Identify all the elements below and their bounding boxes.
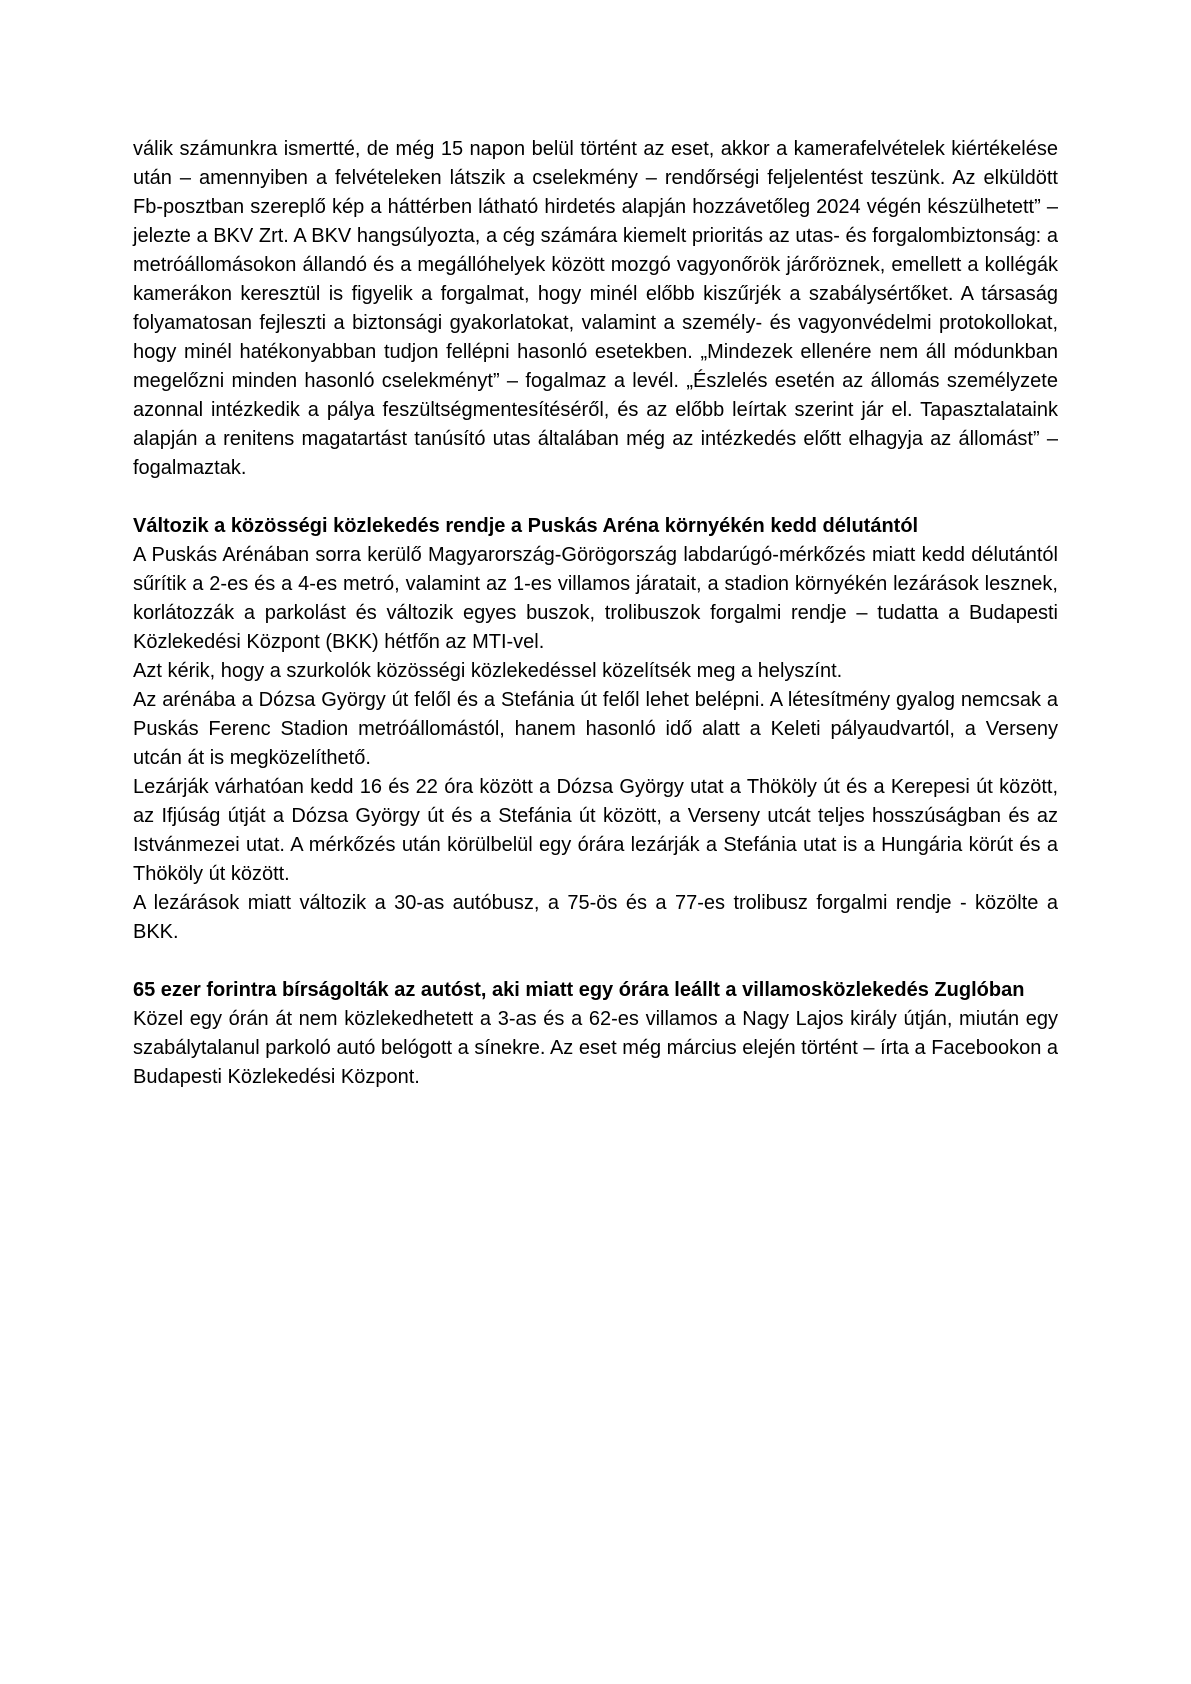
body-paragraph-public-transport-request: Azt kérik, hogy a szurkolók közösségi közlekedéssel közelítsék meg a helyszínt. [133,660,843,682]
section-heading-puskas-arena: Változik a közösségi közlekedés rendje a Puskás Aréna környékén kedd délutántól [133,515,919,537]
body-paragraph-bkv-statement: válik számunkra ismertté, de még 15 napon belül történt az eset, akkor a kamerafelvételek kiértékelése után – amennyiben a felvételeken látszik a cselekmény – rendőrségi feljelentést teszünk. Az elküldött Fb-posztban szereplő kép a háttérben látható hirdetés alapján hozzávetőleg 2024 végén készülhetett” – jelezte a BKV Zrt. A BKV hangsúlyozta, a cég számára kiemelt prioritás az utas- és forgalombiztonság: a metróállomásokon állandó és a megállóhelyek között mozgó vagyonőrök járőröznek, emellett a kollégák kamerákon keresztül is figyelik a forgalmat, hogy minél előbb kiszűrjék a szabálysértőket. A társaság folyamatosan fejleszti a biztonsági gyakorlatokat, valamint a személy- és vagyonvédelmi protokollokat, hogy minél hatékonyabban tudjon fellépni hasonló esetekben. „Mindezek ellenére nem áll módunkban megelőzni minden hasonló cselekményt” – fogalmaz a levél. „Észlelés esetén az állomás személyzete azonnal intézkedik a pálya feszültségmentesítéséről, és az előbb leírtak szerint jár el. Tapasztalataink alapján a renitens magatartást tanúsító utas általában még az intézkedés előtt elhagyja az állomást” – fogalmaztak. [133,138,1058,479]
section-heading-zuglo-fine: 65 ezer forintra bírságolták az autóst, aki miatt egy órára leállt a villamosközlekedés Zuglóban [133,979,1025,1001]
body-paragraph-road-closures: Lezárják várhatóan kedd 16 és 22 óra között a Dózsa György utat a Thököly út és a Kerepesi út között, az Ifjúság útját a Dózsa György út és a Stefánia út között, a Verseny utcát teljes hosszúságban és az Istvánmezei utat. A mérkőzés után körülbelül egy órára lezárják a Stefánia utat is a Hungária körút és a Thököly út között. [133,776,1058,885]
body-paragraph-bus-trolleybus-changes: A lezárások miatt változik a 30-as autóbusz, a 75-ös és a 77-es trolibusz forgalmi rendje - közölte a BKK. [133,892,1058,943]
body-paragraph-match-traffic: A Puskás Arénában sorra kerülő Magyarország-Görögország labdarúgó-mérkőzés miatt kedd délutántól sűrítik a 2-es és a 4-es metró, valamint az 1-es villamos járatait, a stadion környékén lezárások lesznek, korlátozzák a parkolást és változik egyes buszok, trolibuszok forgalmi rendje – tudatta a Budapesti Közlekedési Központ (BKK) hétfőn az MTI-vel. [133,544,1058,653]
body-paragraph-zuglo-incident: Közel egy órán át nem közlekedhetett a 3-as és a 62-es villamos a Nagy Lajos király útján, miután egy szabálytalanul parkoló autó belógott a sínekre. Az eset még március elején történt – írta a Facebookon a Budapesti Közlekedési Központ. [133,1008,1058,1088]
body-paragraph-arena-access: Az arénába a Dózsa György út felől és a Stefánia út felől lehet belépni. A létesítmény gyalog nemcsak a Puskás Ferenc Stadion metróállomástól, hanem hasonló idő alatt a Keleti pályaudvartól, a Verseny utcán át is megközelíthető. [133,689,1058,769]
